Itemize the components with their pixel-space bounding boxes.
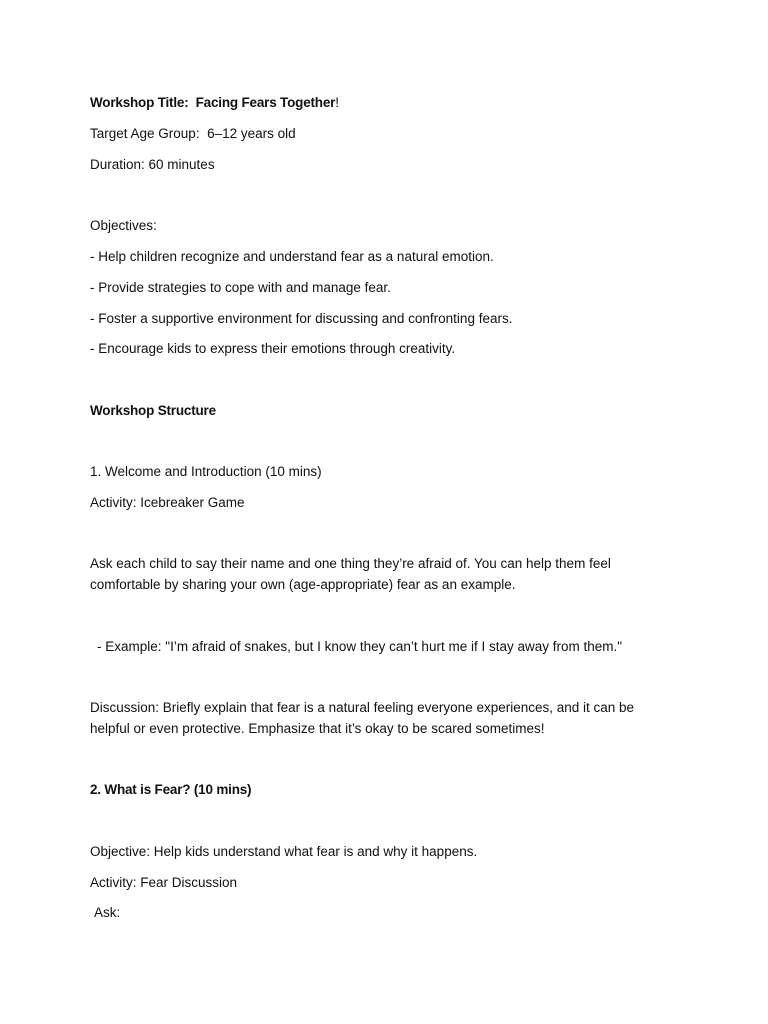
section-2-activity: Activity: Fear Discussion <box>90 875 238 890</box>
objective-item: - Help children recognize and understand fear as a natural emotion. <box>90 249 494 264</box>
workshop-title-suffix: ! <box>335 95 339 110</box>
objective-item: - Foster a supportive environment for discussing and confronting fears. <box>90 311 513 326</box>
workshop-title-value: Facing Fears Together <box>195 95 336 110</box>
age-label: Target Age Group: <box>90 126 200 141</box>
section-1-instructions: Ask each child to say their name and one thing they’re afraid of. You can help them feel comfortable by sharing your own (age-appropriate) fear as an example. <box>90 556 611 592</box>
age-value: 6–12 years old <box>207 126 296 141</box>
target-age-group <box>90 123 670 144</box>
objective-item: - Encourage kids to express their emotions through creativity. <box>90 341 456 356</box>
section-1-example: - Example: "I’m afraid of snakes, but I know they can’t hurt me if I stay away from them." <box>97 639 623 654</box>
section-1-discussion: Discussion: Briefly explain that fear is a natural feeling everyone experiences, and it can be helpful or even protective. Emphasize that it’s okay to be scared sometimes! <box>90 700 635 736</box>
workshop-title-label: Workshop Title: <box>90 95 189 110</box>
structure-heading: Workshop Structure <box>90 403 216 418</box>
section-2-ask: Ask: <box>94 905 121 920</box>
section-1-activity: Activity: Icebreaker Game <box>90 495 245 510</box>
objectives-heading: Objectives: <box>90 218 157 233</box>
section-2-objective: Objective: Help kids understand what fear is and why it happens. <box>90 844 478 859</box>
objective-item: - Provide strategies to cope with and manage fear. <box>90 280 391 295</box>
section-1-title: 1. Welcome and Introduction (10 mins) <box>90 464 322 479</box>
duration: Duration: 60 minutes <box>90 157 215 172</box>
section-2-title: 2. What is Fear? (10 mins) <box>90 782 252 797</box>
workshop-title <box>90 92 670 113</box>
